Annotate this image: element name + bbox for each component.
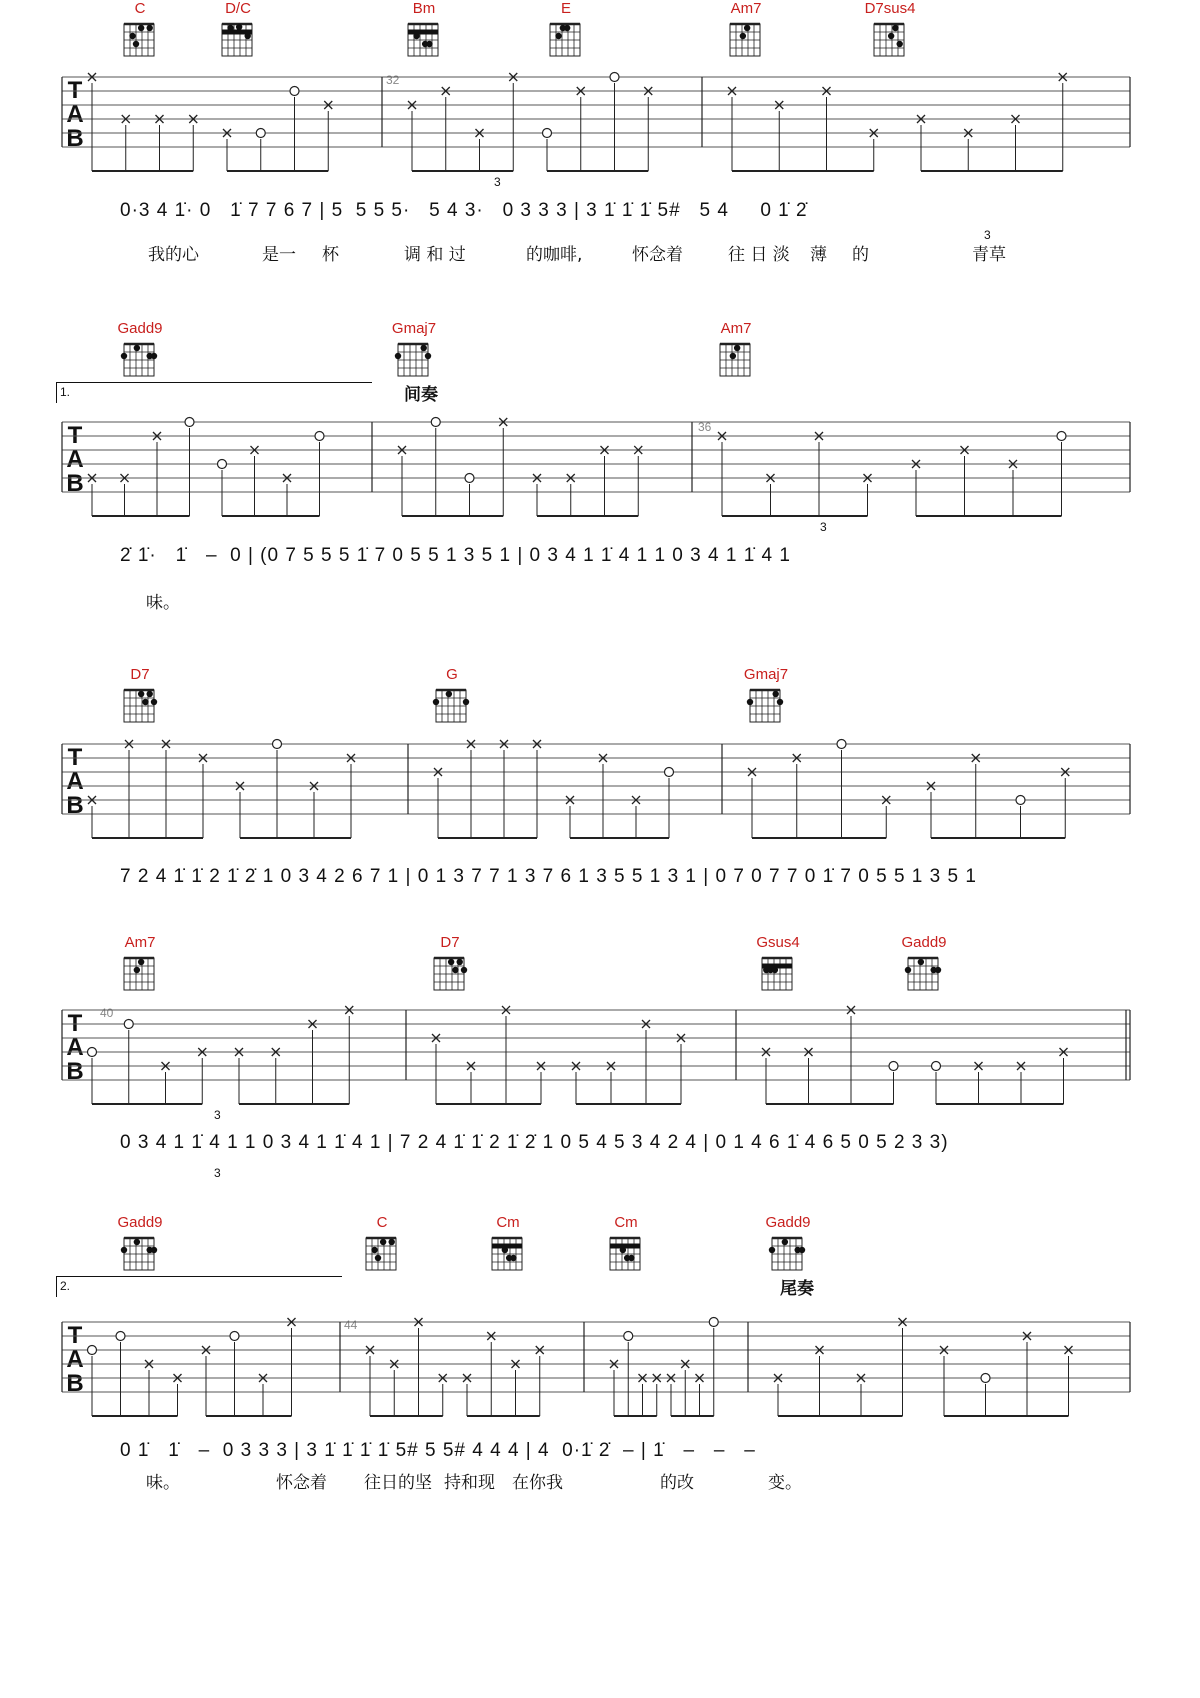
- numbered-notation: 0·3 4 1̇· 0 1̇ 7 7 6 7 | 5 5 5 5· 5 4 3· 0 3 3 3 | 3 1̇ 1̇ 1̇ 5# 5 4 0 1̇ 2̇: [120, 200, 808, 221]
- lyric: 怀念着: [276, 1473, 327, 1493]
- chord-grid: [546, 18, 586, 58]
- chord-diagram-d-over-c: [208, 0, 268, 58]
- chord-grid: [716, 338, 756, 378]
- numbered-notation: 2̇ 1̇· 1̇ – 0 | (0 7 5 5 5 1̇ 7 0 5 5 1 3 5 1 | 0 3 4 1 1̇ 4 1 1 0 3 4 1 1̇ 4 1: [120, 545, 791, 566]
- chord-grid: [870, 18, 910, 58]
- chord-name: Gmaj7: [743, 666, 789, 683]
- chord-grid: [904, 952, 944, 992]
- chord-diagram-gadd9: [758, 1214, 818, 1272]
- chord-name: D/C: [225, 0, 251, 17]
- chord-grid: [394, 338, 434, 378]
- lyric: 青草: [972, 245, 1006, 265]
- lyric: 在你我: [512, 1473, 563, 1493]
- lyric: 往 日 淡: [728, 245, 790, 265]
- lyric: 薄: [810, 245, 827, 265]
- chord-grid: [120, 338, 160, 378]
- system-3: [0, 666, 1200, 926]
- chord-name: Bm: [412, 0, 436, 17]
- tab-clef: T A B: [66, 77, 84, 152]
- lyric: 往日的坚: [364, 1473, 432, 1493]
- chord-name: C: [376, 1214, 388, 1231]
- chord-grid: [404, 18, 444, 58]
- tab-staff: [62, 420, 1132, 534]
- volta-bracket-2: 2.: [56, 1276, 342, 1297]
- lyric: 调 和 过: [404, 245, 466, 265]
- measure-number: 36: [698, 420, 712, 434]
- chord-name: Gadd9: [117, 1214, 163, 1231]
- system-1: [0, 0, 1200, 290]
- tab-clef: T A B: [66, 744, 84, 819]
- chord-grid: [430, 952, 470, 992]
- section-label-interlude: 间奏: [404, 385, 438, 405]
- chord-diagram-gadd9: [894, 934, 954, 992]
- system-2: [0, 320, 1200, 630]
- chord-grid: [120, 1232, 160, 1272]
- chord-diagram-d7sus4: [860, 0, 920, 58]
- system-5: [0, 1214, 1200, 1514]
- chord-diagram-gmaj7: [384, 320, 444, 378]
- tab-marks: [62, 1320, 1132, 1440]
- lyric: 的: [852, 245, 869, 265]
- chord-grid: [362, 1232, 402, 1272]
- numbered-notation: 7 2 4 1̇ 1̇ 2 1̇ 2̇ 1 0 3 4 2 6 7 1 | 0 1 3 7 7 1 3 7 6 1 3 5 5 1 3 1 | 0 7 0 7 7 0 1̇ 7 0 5 5 1 3 5 1: [120, 866, 977, 887]
- triplet-label: 3: [820, 520, 827, 534]
- chord-name: Am7: [730, 0, 762, 17]
- chord-diagram-e: [536, 0, 596, 58]
- chord-name: Cm: [614, 1214, 638, 1231]
- chord-name: Gadd9: [765, 1214, 811, 1231]
- chord-diagram-bm: [394, 0, 454, 58]
- lyric: 怀念着: [632, 245, 683, 265]
- triplet-label: 3: [984, 228, 991, 242]
- triplet-label: 3: [494, 175, 501, 189]
- lyric: 持和现: [444, 1473, 495, 1493]
- tab-marks: [62, 420, 1132, 540]
- tab-clef: T A B: [66, 422, 84, 497]
- system-4: [0, 934, 1200, 1194]
- chord-diagram-gadd9: [110, 320, 170, 378]
- chord-diagram-am7: [716, 0, 776, 58]
- lyric: 的改: [660, 1473, 694, 1493]
- chord-diagram-d7: [420, 934, 480, 992]
- chord-name: Gmaj7: [391, 320, 437, 337]
- section-label-outro: 尾奏: [780, 1279, 814, 1299]
- chord-diagram-g: [422, 666, 482, 724]
- chord-grid: [606, 1232, 646, 1272]
- chord-name: Gadd9: [117, 320, 163, 337]
- chord-grid: [120, 18, 160, 58]
- chord-name: D7sus4: [864, 0, 916, 17]
- chord-diagram-gadd9: [110, 1214, 170, 1272]
- numbered-notation: 0 1̇ 1̇ – 0 3 3 3 | 3 1̇ 1̇ 1̇ 1̇ 5# 5 5# 4 4 4 | 4 0·1̇ 2̇ – | 1̇ – – –: [120, 1440, 756, 1461]
- chord-diagram-c: [352, 1214, 412, 1272]
- chord-name: Gsus4: [756, 934, 800, 951]
- tab-clef: T A B: [66, 1010, 84, 1085]
- tab-marks: [62, 742, 1132, 862]
- chord-grid: [726, 18, 766, 58]
- measure-number: 44: [344, 1318, 358, 1332]
- tab-marks: [62, 1008, 1132, 1128]
- tab-clef: T A B: [66, 1322, 84, 1397]
- chord-grid: [120, 684, 160, 724]
- chord-name: Am7: [124, 934, 156, 951]
- chord-diagram-d7: [110, 666, 170, 724]
- lyric: 杯: [322, 245, 339, 265]
- lyric: 的咖啡,: [526, 245, 583, 265]
- chord-name: E: [560, 0, 571, 17]
- lyric: 是一: [262, 245, 296, 265]
- chord-diagram-c: [110, 0, 170, 58]
- chord-diagram-am7: [706, 320, 766, 378]
- lyric: 味。: [146, 593, 180, 613]
- chord-diagram-gmaj7: [736, 666, 796, 724]
- chord-name: C: [134, 0, 146, 17]
- chord-diagram-am7: [110, 934, 170, 992]
- chord-grid: [432, 684, 472, 724]
- volta-bracket-1: 1.: [56, 382, 372, 403]
- chord-name: Gadd9: [901, 934, 947, 951]
- tab-staff: [62, 742, 1132, 832]
- chord-grid: [120, 952, 160, 992]
- tab-staff: [62, 1320, 1132, 1410]
- chord-name: D7: [130, 666, 150, 683]
- lyric: 我的心: [148, 245, 199, 265]
- triplet-label: 3: [214, 1166, 221, 1180]
- chord-diagram-cm: [478, 1214, 538, 1272]
- chord-grid: [768, 1232, 808, 1272]
- triplet-label: 3: [214, 1108, 221, 1122]
- chord-name: D7: [440, 934, 460, 951]
- chord-name: Am7: [720, 320, 752, 337]
- chord-grid: [488, 1232, 528, 1272]
- lyric: 味。: [146, 1473, 180, 1493]
- chord-name: Cm: [496, 1214, 520, 1231]
- numbered-notation: 0 3 4 1 1̇ 4 1 1 0 3 4 1 1̇ 4 1 | 7 2 4 1̇ 1̇ 2 1̇ 2̇ 1 0 5 4 5 3 4 2 4 | 0 1 4 6 1̇ 4 6 5 0 5 2 3 3): [120, 1132, 949, 1153]
- chord-grid: [746, 684, 786, 724]
- chord-diagram-cm: [596, 1214, 656, 1272]
- chord-grid: [758, 952, 798, 992]
- chord-name: G: [446, 666, 458, 683]
- tab-marks: [62, 75, 1132, 195]
- measure-number: 40: [100, 1006, 114, 1020]
- measure-number: 32: [386, 73, 400, 87]
- lyric: 变。: [768, 1473, 802, 1493]
- chord-diagram-gsus4: [748, 934, 808, 992]
- chord-grid: [218, 18, 258, 58]
